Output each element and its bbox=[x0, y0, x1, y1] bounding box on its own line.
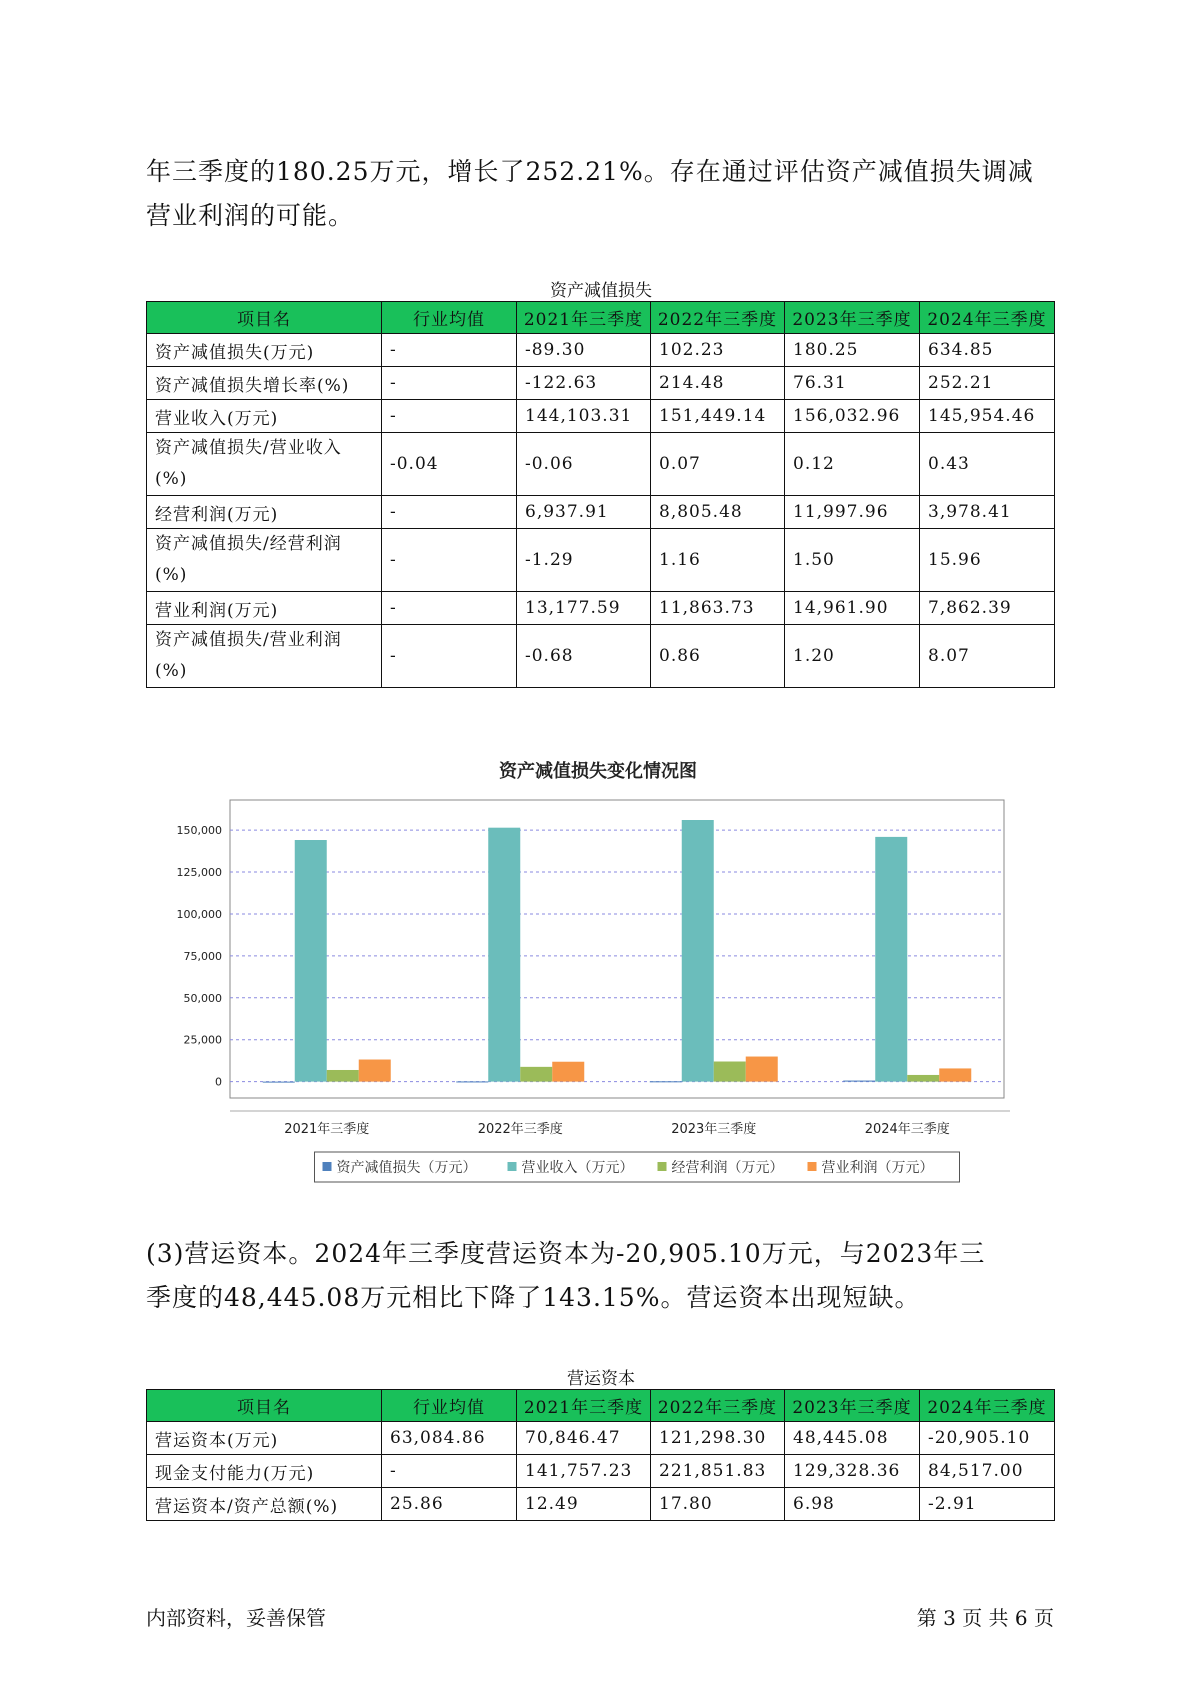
table-cell: 63,084.86 bbox=[382, 1422, 517, 1455]
table-row bbox=[147, 592, 1055, 625]
paragraph-line: 营业利润的可能。 bbox=[146, 201, 355, 230]
bar bbox=[875, 837, 907, 1082]
table-cell: - bbox=[382, 400, 517, 433]
table-cell: 634.85 bbox=[920, 334, 1055, 367]
table-cell: - bbox=[382, 625, 517, 688]
table-cell: 214.48 bbox=[651, 367, 785, 400]
table-cell: 15.96 bbox=[920, 529, 1055, 592]
table-cell: 17.80 bbox=[651, 1488, 785, 1521]
bar bbox=[682, 820, 714, 1082]
table-cell: 84,517.00 bbox=[920, 1455, 1055, 1488]
x-axis-labels bbox=[284, 1121, 950, 1137]
table-caption: 资产减值损失 bbox=[550, 281, 652, 301]
table-cell: 资产减值损失/营业收入(%) bbox=[147, 433, 382, 496]
table-cell: 营业收入(万元) bbox=[147, 400, 382, 433]
table-cell: 经营利润(万元) bbox=[147, 496, 382, 529]
header-cell: 2022年三季度 bbox=[651, 1390, 785, 1422]
table-row bbox=[147, 433, 1055, 496]
table-cell: - bbox=[382, 496, 517, 529]
table-cell: 6.98 bbox=[785, 1488, 920, 1521]
table-row bbox=[147, 1422, 1055, 1455]
legend-swatch bbox=[808, 1162, 817, 1171]
table-cell: - bbox=[382, 529, 517, 592]
bar bbox=[650, 1081, 682, 1082]
chart-title: 资产减值损失变化情况图 bbox=[499, 761, 697, 782]
table-cell: 0.43 bbox=[920, 433, 1055, 496]
table-cell: - bbox=[382, 1455, 517, 1488]
header-cell: 2021年三季度 bbox=[517, 302, 651, 334]
bar bbox=[488, 828, 520, 1082]
table-cell: 151,449.14 bbox=[651, 400, 785, 433]
table-cell: -0.68 bbox=[517, 625, 651, 688]
table-cell: 0.07 bbox=[651, 433, 785, 496]
table-cell: 11,863.73 bbox=[651, 592, 785, 625]
y-tick-label: 125,000 bbox=[176, 866, 222, 880]
table-cell: 252.21 bbox=[920, 367, 1055, 400]
table-cell: -1.29 bbox=[517, 529, 651, 592]
table-cell: 1.20 bbox=[785, 625, 920, 688]
table-cell: 76.31 bbox=[785, 367, 920, 400]
footer-left: 内部资料，妥善保管 bbox=[146, 1606, 326, 1630]
header-cell: 项目名 bbox=[147, 1390, 382, 1422]
table-cell: 0.12 bbox=[785, 433, 920, 496]
table-cell: -20,905.10 bbox=[920, 1422, 1055, 1455]
bar bbox=[552, 1062, 584, 1082]
bar bbox=[939, 1068, 971, 1081]
table-cell: 70,846.47 bbox=[517, 1422, 651, 1455]
table-cell: - bbox=[382, 367, 517, 400]
table-cell: 8.07 bbox=[920, 625, 1055, 688]
table-cell: 3,978.41 bbox=[920, 496, 1055, 529]
bar bbox=[520, 1067, 552, 1082]
legend-label: 营业收入（万元） bbox=[521, 1160, 634, 1176]
table-cell: 121,298.30 bbox=[651, 1422, 785, 1455]
x-tick-label: 2021年三季度 bbox=[284, 1122, 370, 1137]
table-cell: 7,862.39 bbox=[920, 592, 1055, 625]
legend-label: 营业利润（万元） bbox=[821, 1160, 934, 1176]
table-cell: - bbox=[382, 592, 517, 625]
table-cell: 12.49 bbox=[517, 1488, 651, 1521]
chart-svg bbox=[146, 745, 1046, 1215]
table-caption: 营运资本 bbox=[567, 1369, 635, 1389]
table-cell: 8,805.48 bbox=[651, 496, 785, 529]
table-cell: 1.16 bbox=[651, 529, 785, 592]
table-cell: 营业利润(万元) bbox=[147, 592, 382, 625]
table-cell: 13,177.59 bbox=[517, 592, 651, 625]
bar bbox=[907, 1075, 939, 1082]
table-cell: 现金支付能力(万元) bbox=[147, 1455, 382, 1488]
table-row bbox=[147, 496, 1055, 529]
table-cell: 资产减值损失增长率(%) bbox=[147, 367, 382, 400]
bar bbox=[263, 1082, 295, 1083]
table-cell: 11,997.96 bbox=[785, 496, 920, 529]
y-tick-label: 75,000 bbox=[183, 949, 222, 963]
table-cell: 25.86 bbox=[382, 1488, 517, 1521]
table-row bbox=[147, 529, 1055, 592]
table-cell: -2.91 bbox=[920, 1488, 1055, 1521]
table-cell: 145,954.46 bbox=[920, 400, 1055, 433]
legend-swatch bbox=[323, 1162, 332, 1171]
legend-swatch bbox=[658, 1162, 667, 1171]
table-cell: 1.50 bbox=[785, 529, 920, 592]
bar bbox=[359, 1060, 391, 1082]
table-cell: - bbox=[382, 334, 517, 367]
header-cell: 2023年三季度 bbox=[785, 1390, 920, 1422]
table-cell: 资产减值损失/营业利润(%) bbox=[147, 625, 382, 688]
table-cell: 0.86 bbox=[651, 625, 785, 688]
bar bbox=[327, 1070, 359, 1082]
header-cell: 2024年三季度 bbox=[920, 1390, 1055, 1422]
table-cell: 营运资本/资产总额(%) bbox=[147, 1488, 382, 1521]
table-cell: 营运资本(万元) bbox=[147, 1422, 382, 1455]
table-cell: 221,851.83 bbox=[651, 1455, 785, 1488]
y-axis-labels bbox=[177, 824, 223, 1088]
paragraph-line: 季度的48,445.08万元相比下降了143.15%。营运资本出现短缺。 bbox=[146, 1283, 921, 1312]
table-cell: -0.04 bbox=[382, 433, 517, 496]
table-row bbox=[147, 367, 1055, 400]
impairment-bar-chart bbox=[146, 745, 1046, 1215]
y-tick-label: 0 bbox=[215, 1075, 222, 1089]
table-row bbox=[147, 625, 1055, 688]
bar bbox=[843, 1081, 875, 1082]
legend-label: 资产减值损失（万元） bbox=[336, 1160, 477, 1176]
y-tick-label: 25,000 bbox=[183, 1033, 222, 1047]
table-cell: 144,103.31 bbox=[517, 400, 651, 433]
table-cell: -89.30 bbox=[517, 334, 651, 367]
x-tick-label: 2024年三季度 bbox=[864, 1122, 950, 1137]
table-cell: -0.06 bbox=[517, 433, 651, 496]
table-cell: -122.63 bbox=[517, 367, 651, 400]
y-tick-label: 100,000 bbox=[176, 907, 222, 921]
table-row bbox=[147, 334, 1055, 367]
header-cell: 2024年三季度 bbox=[920, 302, 1055, 334]
y-tick-label: 150,000 bbox=[176, 824, 222, 838]
header-cell: 2022年三季度 bbox=[651, 302, 785, 334]
paragraph-line: 年三季度的180.25万元，增长了252.21%。存在通过评估资产减值损失调减 bbox=[146, 157, 1034, 186]
header-cell: 项目名 bbox=[147, 302, 382, 334]
table-cell: 14,961.90 bbox=[785, 592, 920, 625]
table-row bbox=[147, 1455, 1055, 1488]
table-cell: 资产减值损失/经营利润(%) bbox=[147, 529, 382, 592]
y-tick-label: 50,000 bbox=[183, 991, 222, 1005]
table-cell: 129,328.36 bbox=[785, 1455, 920, 1488]
header-cell: 2021年三季度 bbox=[517, 1390, 651, 1422]
table-cell: 180.25 bbox=[785, 334, 920, 367]
footer-page-number: 第 3 页 共 6 页 bbox=[916, 1606, 1054, 1630]
header-cell: 行业均值 bbox=[382, 302, 517, 334]
header-cell: 行业均值 bbox=[382, 1390, 517, 1422]
paragraph-line: (3)营运资本。2024年三季度营运资本为-20,905.10万元，与2023年三 bbox=[146, 1239, 986, 1268]
bar bbox=[295, 840, 327, 1082]
table-cell: 资产减值损失(万元) bbox=[147, 334, 382, 367]
bar bbox=[456, 1081, 488, 1082]
table-cell: 102.23 bbox=[651, 334, 785, 367]
table-row bbox=[147, 400, 1055, 433]
table-cell: 156,032.96 bbox=[785, 400, 920, 433]
header-cell: 2023年三季度 bbox=[785, 302, 920, 334]
x-tick-label: 2023年三季度 bbox=[671, 1122, 757, 1137]
x-tick-label: 2022年三季度 bbox=[477, 1122, 563, 1137]
table-cell: 48,445.08 bbox=[785, 1422, 920, 1455]
table-cell: 6,937.91 bbox=[517, 496, 651, 529]
working-capital-table bbox=[146, 1389, 1055, 1521]
table-row bbox=[147, 1488, 1055, 1521]
table-cell: 141,757.23 bbox=[517, 1455, 651, 1488]
legend-label: 经营利润（万元） bbox=[671, 1160, 784, 1176]
chart-legend bbox=[315, 1152, 960, 1182]
table-header-row bbox=[147, 302, 1055, 334]
legend-swatch bbox=[508, 1162, 517, 1171]
bar bbox=[714, 1062, 746, 1082]
asset-impairment-table bbox=[146, 301, 1055, 688]
table-header-row bbox=[147, 1390, 1055, 1422]
bar bbox=[746, 1057, 778, 1082]
